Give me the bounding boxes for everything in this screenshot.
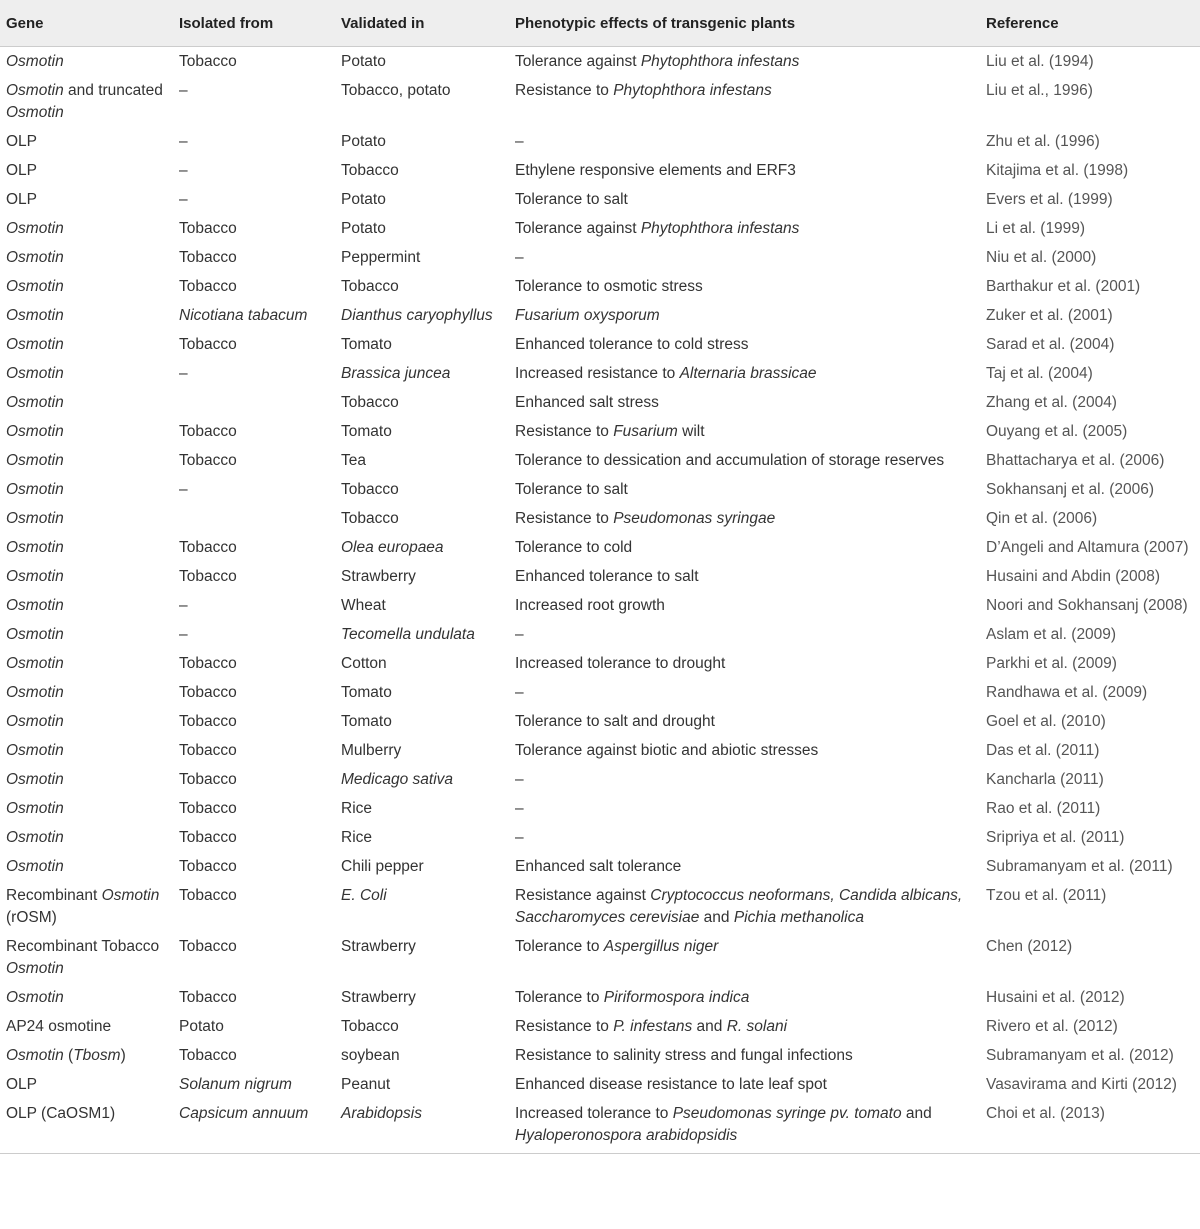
reference-cell: Sokhansanj et al. (2006) bbox=[986, 481, 1155, 498]
isolated-from-cell: Tobacco bbox=[179, 423, 237, 440]
table-row bbox=[0, 533, 1200, 562]
phenotypic-effects-cell: Enhanced tolerance to cold stress bbox=[515, 336, 749, 353]
reference-cell: Liu et al. (1994) bbox=[986, 53, 1094, 70]
gene-cell: Osmotin bbox=[6, 481, 64, 498]
isolated-from-cell: Tobacco bbox=[179, 938, 237, 955]
gene-cell: Osmotin bbox=[6, 829, 64, 846]
gene-cell: Recombinant Osmotin (rOSM) bbox=[6, 887, 160, 926]
reference-cell: Zhu et al. (1996) bbox=[986, 133, 1100, 150]
validated-in-cell: Wheat bbox=[341, 597, 386, 614]
header-reference: Reference bbox=[986, 14, 1059, 32]
phenotypic-effects-cell: – bbox=[515, 249, 524, 266]
gene-cell: Osmotin bbox=[6, 800, 64, 817]
isolated-from-cell: – bbox=[179, 82, 188, 99]
phenotypic-effects-cell: Fusarium oxysporum bbox=[515, 307, 660, 324]
isolated-from-cell: Nicotiana tabacum bbox=[179, 307, 308, 324]
validated-in-cell: Peanut bbox=[341, 1076, 391, 1093]
table-row bbox=[0, 1099, 1200, 1154]
table-row bbox=[0, 1041, 1200, 1070]
gene-cell: Osmotin bbox=[6, 278, 64, 295]
reference-cell: Randhawa et al. (2009) bbox=[986, 684, 1148, 701]
isolated-from-cell: – bbox=[179, 133, 188, 150]
table-row bbox=[0, 1070, 1200, 1099]
table-row bbox=[0, 330, 1200, 359]
reference-cell: Parkhi et al. (2009) bbox=[986, 655, 1117, 672]
validated-in-cell: Strawberry bbox=[341, 989, 416, 1006]
gene-cell: Osmotin bbox=[6, 452, 64, 469]
reference-cell: Bhattacharya et al. (2006) bbox=[986, 452, 1165, 469]
isolated-from-cell: Tobacco bbox=[179, 858, 237, 875]
gene-cell: Osmotin (Tbosm) bbox=[6, 1047, 126, 1064]
phenotypic-effects-cell: – bbox=[515, 133, 524, 150]
isolated-from-cell: Tobacco bbox=[179, 684, 237, 701]
table-body bbox=[0, 47, 1200, 1154]
isolated-from-cell: Tobacco bbox=[179, 220, 237, 237]
gene-cell: Osmotin bbox=[6, 989, 64, 1006]
header-isolated-from: Isolated from bbox=[179, 14, 274, 32]
table-row bbox=[0, 852, 1200, 881]
reference-cell: Li et al. (1999) bbox=[986, 220, 1086, 237]
table-row bbox=[0, 214, 1200, 243]
table-row bbox=[0, 794, 1200, 823]
table-row bbox=[0, 243, 1200, 272]
phenotypic-effects-cell: Tolerance to dessication and accumulation of storage reserves bbox=[515, 452, 945, 469]
reference-cell: Husaini et al. (2012) bbox=[986, 989, 1125, 1006]
header-phenotypic-effects: Phenotypic effects of transgenic plants bbox=[515, 14, 796, 32]
table-row bbox=[0, 388, 1200, 417]
gene-cell: OLP (CaOSM1) bbox=[6, 1105, 116, 1122]
gene-cell: Osmotin and truncated Osmotin bbox=[6, 82, 163, 121]
gene-cell: OLP bbox=[6, 162, 38, 179]
validated-in-cell: Potato bbox=[341, 133, 386, 150]
reference-cell: Noori and Sokhansanj (2008) bbox=[986, 597, 1188, 614]
isolated-from-cell: Tobacco bbox=[179, 336, 237, 353]
validated-in-cell: Tobacco bbox=[341, 394, 399, 411]
table-row bbox=[0, 504, 1200, 533]
gene-cell: Osmotin bbox=[6, 510, 64, 527]
reference-cell: Chen (2012) bbox=[986, 938, 1073, 955]
reference-cell: Das et al. (2011) bbox=[986, 742, 1100, 759]
isolated-from-cell: Tobacco bbox=[179, 800, 237, 817]
table-row bbox=[0, 76, 1200, 127]
phenotypic-effects-cell: Tolerance to cold bbox=[515, 539, 633, 556]
reference-cell: Subramanyam et al. (2011) bbox=[986, 858, 1173, 875]
reference-cell: Ouyang et al. (2005) bbox=[986, 423, 1128, 440]
table-row bbox=[0, 620, 1200, 649]
reference-cell: Liu et al., 1996) bbox=[986, 82, 1093, 99]
phenotypic-effects-cell: – bbox=[515, 800, 524, 817]
isolated-from-cell: Tobacco bbox=[179, 452, 237, 469]
validated-in-cell: Dianthus caryophyllus bbox=[341, 307, 493, 324]
phenotypic-effects-cell: Resistance against Cryptococcus neoformans, Candida albicans, Saccharomyces cerevisiae and Pichia methanolica bbox=[515, 887, 963, 926]
isolated-from-cell: – bbox=[179, 626, 188, 643]
validated-in-cell: Potato bbox=[341, 53, 386, 70]
isolated-from-cell: – bbox=[179, 162, 188, 179]
gene-cell: Osmotin bbox=[6, 568, 64, 585]
phenotypic-effects-cell: Ethylene responsive elements and ERF3 bbox=[515, 162, 796, 179]
table-row bbox=[0, 649, 1200, 678]
validated-in-cell: Tomato bbox=[341, 713, 392, 730]
isolated-from-cell: Tobacco bbox=[179, 829, 237, 846]
gene-cell: Osmotin bbox=[6, 713, 64, 730]
phenotypic-effects-cell: Tolerance to Piriformospora indica bbox=[515, 989, 750, 1006]
isolated-from-cell: Tobacco bbox=[179, 887, 237, 904]
table-row bbox=[0, 591, 1200, 620]
isolated-from-cell: Tobacco bbox=[179, 989, 237, 1006]
isolated-from-cell: Tobacco bbox=[179, 655, 237, 672]
table-row bbox=[0, 983, 1200, 1012]
gene-cell: Osmotin bbox=[6, 684, 64, 701]
gene-cell: Osmotin bbox=[6, 858, 64, 875]
isolated-from-cell bbox=[173, 388, 335, 417]
reference-cell: Kancharla (2011) bbox=[986, 771, 1104, 788]
phenotypic-effects-cell: Resistance to P. infestans and R. solani bbox=[515, 1018, 788, 1035]
phenotypic-effects-cell: – bbox=[515, 626, 524, 643]
gene-cell: Osmotin bbox=[6, 394, 64, 411]
phenotypic-effects-cell: Tolerance against Phytophthora infestans bbox=[515, 220, 800, 237]
phenotypic-effects-cell: Resistance to Phytophthora infestans bbox=[515, 82, 772, 99]
table-row bbox=[0, 475, 1200, 504]
phenotypic-effects-cell: – bbox=[515, 829, 524, 846]
phenotypic-effects-cell: Tolerance to salt and drought bbox=[515, 713, 715, 730]
table-row bbox=[0, 823, 1200, 852]
phenotypic-effects-cell: Enhanced salt tolerance bbox=[515, 858, 682, 875]
isolated-from-cell: – bbox=[179, 481, 188, 498]
table-row bbox=[0, 932, 1200, 983]
validated-in-cell: Rice bbox=[341, 829, 373, 846]
isolated-from-cell: Tobacco bbox=[179, 771, 237, 788]
isolated-from-cell: – bbox=[179, 597, 188, 614]
reference-cell: Tzou et al. (2011) bbox=[986, 887, 1107, 904]
table-row bbox=[0, 185, 1200, 214]
reference-cell: Taj et al. (2004) bbox=[986, 365, 1093, 382]
table-row bbox=[0, 1012, 1200, 1041]
reference-cell: Aslam et al. (2009) bbox=[986, 626, 1117, 643]
phenotypic-effects-cell: Tolerance to salt bbox=[515, 481, 628, 498]
isolated-from-cell bbox=[173, 504, 335, 533]
phenotypic-effects-cell: Enhanced disease resistance to late leaf spot bbox=[515, 1076, 827, 1093]
validated-in-cell: Olea europaea bbox=[341, 539, 444, 556]
validated-in-cell: Tobacco bbox=[341, 278, 399, 295]
phenotypic-effects-cell: Tolerance to salt bbox=[515, 191, 628, 208]
gene-cell: Osmotin bbox=[6, 249, 64, 266]
reference-cell: Evers et al. (1999) bbox=[986, 191, 1113, 208]
validated-in-cell: Strawberry bbox=[341, 568, 416, 585]
validated-in-cell: Tobacco bbox=[341, 1018, 399, 1035]
gene-cell: Osmotin bbox=[6, 655, 64, 672]
reference-cell: Rao et al. (2011) bbox=[986, 800, 1101, 817]
validated-in-cell: Potato bbox=[341, 191, 386, 208]
table-row bbox=[0, 446, 1200, 475]
phenotypic-effects-cell: Increased tolerance to Pseudomonas syringe pv. tomato and Hyaloperonospora arabidopsidis bbox=[515, 1105, 932, 1144]
header-gene: Gene bbox=[6, 14, 44, 32]
isolated-from-cell: Tobacco bbox=[179, 1047, 237, 1064]
table-row bbox=[0, 736, 1200, 765]
phenotypic-effects-cell: Increased resistance to Alternaria brassicae bbox=[515, 365, 817, 382]
reference-cell: Niu et al. (2000) bbox=[986, 249, 1097, 266]
reference-cell: Vasavirama and Kirti (2012) bbox=[986, 1076, 1177, 1093]
isolated-from-cell: Tobacco bbox=[179, 53, 237, 70]
gene-cell: Osmotin bbox=[6, 220, 64, 237]
gene-cell: Recombinant Tobacco Osmotin bbox=[6, 938, 160, 977]
isolated-from-cell: Tobacco bbox=[179, 713, 237, 730]
phenotypic-effects-cell: Resistance to Fusarium wilt bbox=[515, 423, 705, 440]
table-row bbox=[0, 881, 1200, 932]
gene-cell: OLP bbox=[6, 1076, 38, 1093]
table-row bbox=[0, 417, 1200, 446]
header-row bbox=[0, 0, 1200, 47]
phenotypic-effects-cell: Increased root growth bbox=[515, 597, 665, 614]
validated-in-cell: Chili pepper bbox=[341, 858, 424, 875]
gene-cell: OLP bbox=[6, 133, 38, 150]
validated-in-cell: Tomato bbox=[341, 423, 392, 440]
gene-cell: Osmotin bbox=[6, 626, 64, 643]
phenotypic-effects-cell: Increased tolerance to drought bbox=[515, 655, 726, 672]
validated-in-cell: Tobacco bbox=[341, 510, 399, 527]
gene-cell: Osmotin bbox=[6, 307, 64, 324]
gene-cell: OLP bbox=[6, 191, 38, 208]
validated-in-cell: Rice bbox=[341, 800, 373, 817]
phenotypic-effects-cell: – bbox=[515, 771, 524, 788]
table-header bbox=[0, 0, 1200, 47]
phenotypic-effects-cell: Tolerance against Phytophthora infestans bbox=[515, 53, 800, 70]
isolated-from-cell: Tobacco bbox=[179, 568, 237, 585]
gene-cell: Osmotin bbox=[6, 771, 64, 788]
isolated-from-cell: Tobacco bbox=[179, 539, 237, 556]
validated-in-cell: Brassica juncea bbox=[341, 365, 451, 382]
isolated-from-cell: Potato bbox=[179, 1018, 224, 1035]
table-row bbox=[0, 47, 1200, 77]
gene-cell: Osmotin bbox=[6, 539, 64, 556]
gene-cell: Osmotin bbox=[6, 365, 64, 382]
reference-cell: Husaini and Abdin (2008) bbox=[986, 568, 1161, 585]
gene-cell: AP24 osmotine bbox=[6, 1018, 112, 1035]
gene-cell: Osmotin bbox=[6, 336, 64, 353]
validated-in-cell: Strawberry bbox=[341, 938, 416, 955]
table-row bbox=[0, 272, 1200, 301]
phenotypic-effects-cell: Resistance to salinity stress and fungal infections bbox=[515, 1047, 853, 1064]
validated-in-cell: Peppermint bbox=[341, 249, 421, 266]
gene-cell: Osmotin bbox=[6, 597, 64, 614]
phenotypic-effects-cell: – bbox=[515, 684, 524, 701]
reference-cell: Zuker et al. (2001) bbox=[986, 307, 1113, 324]
table-row bbox=[0, 156, 1200, 185]
validated-in-cell: Tobacco, potato bbox=[341, 82, 451, 99]
isolated-from-cell: – bbox=[179, 365, 188, 382]
table-row bbox=[0, 765, 1200, 794]
gene-cell: Osmotin bbox=[6, 53, 64, 70]
validated-in-cell: Tomato bbox=[341, 336, 392, 353]
gene-cell: Osmotin bbox=[6, 742, 64, 759]
validated-in-cell: Arabidopsis bbox=[341, 1105, 422, 1122]
isolated-from-cell: Solanum nigrum bbox=[179, 1076, 292, 1093]
phenotypic-effects-cell: Enhanced salt stress bbox=[515, 394, 659, 411]
validated-in-cell: Tecomella undulata bbox=[341, 626, 475, 643]
table-row bbox=[0, 562, 1200, 591]
reference-cell: Goel et al. (2010) bbox=[986, 713, 1106, 730]
reference-cell: D’Angeli and Altamura (2007) bbox=[986, 539, 1189, 556]
isolated-from-cell: Tobacco bbox=[179, 249, 237, 266]
table-row bbox=[0, 707, 1200, 736]
gene-cell: Osmotin bbox=[6, 423, 64, 440]
table-row bbox=[0, 359, 1200, 388]
isolated-from-cell: Capsicum annuum bbox=[179, 1105, 309, 1122]
validated-in-cell: Tobacco bbox=[341, 481, 399, 498]
table-row bbox=[0, 301, 1200, 330]
validated-in-cell: soybean bbox=[341, 1047, 400, 1064]
reference-cell: Zhang et al. (2004) bbox=[986, 394, 1117, 411]
isolated-from-cell: Tobacco bbox=[179, 278, 237, 295]
reference-cell: Rivero et al. (2012) bbox=[986, 1018, 1118, 1035]
phenotypic-effects-cell: Tolerance against biotic and abiotic stresses bbox=[515, 742, 819, 759]
table-row bbox=[0, 127, 1200, 156]
reference-cell: Subramanyam et al. (2012) bbox=[986, 1047, 1174, 1064]
isolated-from-cell: Tobacco bbox=[179, 742, 237, 759]
validated-in-cell: E. Coli bbox=[341, 887, 387, 904]
reference-cell: Choi et al. (2013) bbox=[986, 1105, 1105, 1122]
phenotypic-effects-cell: Tolerance to Aspergillus niger bbox=[515, 938, 719, 955]
validated-in-cell: Potato bbox=[341, 220, 386, 237]
validated-in-cell: Tobacco bbox=[341, 162, 399, 179]
validated-in-cell: Medicago sativa bbox=[341, 771, 454, 788]
validated-in-cell: Tomato bbox=[341, 684, 392, 701]
validated-in-cell: Cotton bbox=[341, 655, 387, 672]
phenotypic-effects-cell: Enhanced tolerance to salt bbox=[515, 568, 699, 585]
phenotypic-effects-cell: Tolerance to osmotic stress bbox=[515, 278, 703, 295]
reference-cell: Sripriya et al. (2011) bbox=[986, 829, 1125, 846]
validated-in-cell: Tea bbox=[341, 452, 366, 469]
header-validated-in: Validated in bbox=[341, 14, 425, 32]
reference-cell: Sarad et al. (2004) bbox=[986, 336, 1115, 353]
phenotypic-effects-cell: Resistance to Pseudomonas syringae bbox=[515, 510, 776, 527]
table-row bbox=[0, 678, 1200, 707]
validated-in-cell: Mulberry bbox=[341, 742, 402, 759]
isolated-from-cell: – bbox=[179, 191, 188, 208]
reference-cell: Kitajima et al. (1998) bbox=[986, 162, 1129, 179]
reference-cell: Qin et al. (2006) bbox=[986, 510, 1098, 527]
reference-cell: Barthakur et al. (2001) bbox=[986, 278, 1141, 295]
